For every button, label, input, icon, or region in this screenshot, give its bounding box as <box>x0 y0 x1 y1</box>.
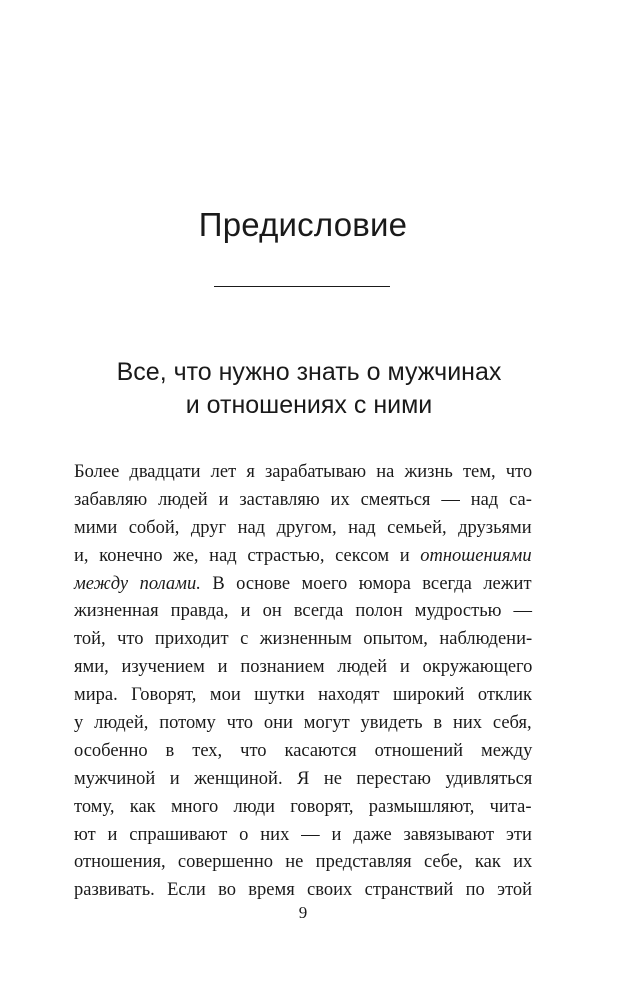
body-line <box>74 459 532 487</box>
body-line-text: Более двадцати лет я зарабатываю на жизнь тем, что <box>74 462 533 482</box>
body-line <box>74 598 532 626</box>
body-line <box>74 877 532 905</box>
subtitle-line-2: и отношениях с ними <box>185 391 433 419</box>
body-line-text: у людей, потому что они могут увидеть в них себя, <box>74 713 532 734</box>
body-line-text: отношения, совершенно не представляя себе, как их <box>74 852 533 873</box>
body-line-text: В основе моего юмора всегда лежит <box>200 573 532 594</box>
body-line-text: той, что приходит с жизненным опытом, наблюдени- <box>74 629 533 650</box>
body-line <box>74 710 532 738</box>
page-number: 9 <box>298 903 308 922</box>
body-line-text: мужчиной и женщиной. Я не перестаю удивляться <box>74 768 533 789</box>
emphasis-text: между полами. <box>74 573 201 594</box>
body-line-text: особенно в тех, что касаются отношений между <box>74 740 533 761</box>
body-paragraph <box>74 459 532 905</box>
body-line-text: мира. Говорят, мои шутки находят широкий отклик <box>74 685 533 706</box>
body-line <box>74 626 532 654</box>
body-line <box>74 543 532 571</box>
body-line <box>74 822 532 850</box>
subtitle-line-1: Все, что нужно знать о мужчинах <box>116 358 502 386</box>
body-line-text: тому, как много люди говорят, размышляют, чита- <box>74 796 532 817</box>
body-line-text: мими собой, друг над другом, над семьей, друзьями <box>74 517 532 538</box>
body-line <box>74 682 532 710</box>
body-line-text: и, конечно же, над страстью, сексом и <box>74 545 421 566</box>
body-line-text: ют и спрашивают о них — и даже завязывают эти <box>74 824 532 845</box>
body-line <box>74 515 532 543</box>
body-line <box>74 571 532 599</box>
chapter-title: Предисловие <box>198 206 408 243</box>
chapter-subtitle <box>60 356 558 422</box>
emphasis-text: отношениями <box>420 545 532 566</box>
title-divider <box>214 286 390 287</box>
body-line <box>74 766 532 794</box>
body-line-text: жизненная правда, и он всегда полон мудростью — <box>74 601 533 622</box>
body-line-text: развивать. Если во время своих странствий по этой <box>74 880 533 901</box>
body-line <box>74 487 532 515</box>
body-line-text: забавляю людей и заставляю их смеяться — над са- <box>74 489 532 510</box>
body-line-text: ями, изучением и познанием людей и окружающего <box>74 657 533 678</box>
body-line <box>74 849 532 877</box>
body-line <box>74 738 532 766</box>
body-line <box>74 794 532 822</box>
body-line <box>74 654 532 682</box>
